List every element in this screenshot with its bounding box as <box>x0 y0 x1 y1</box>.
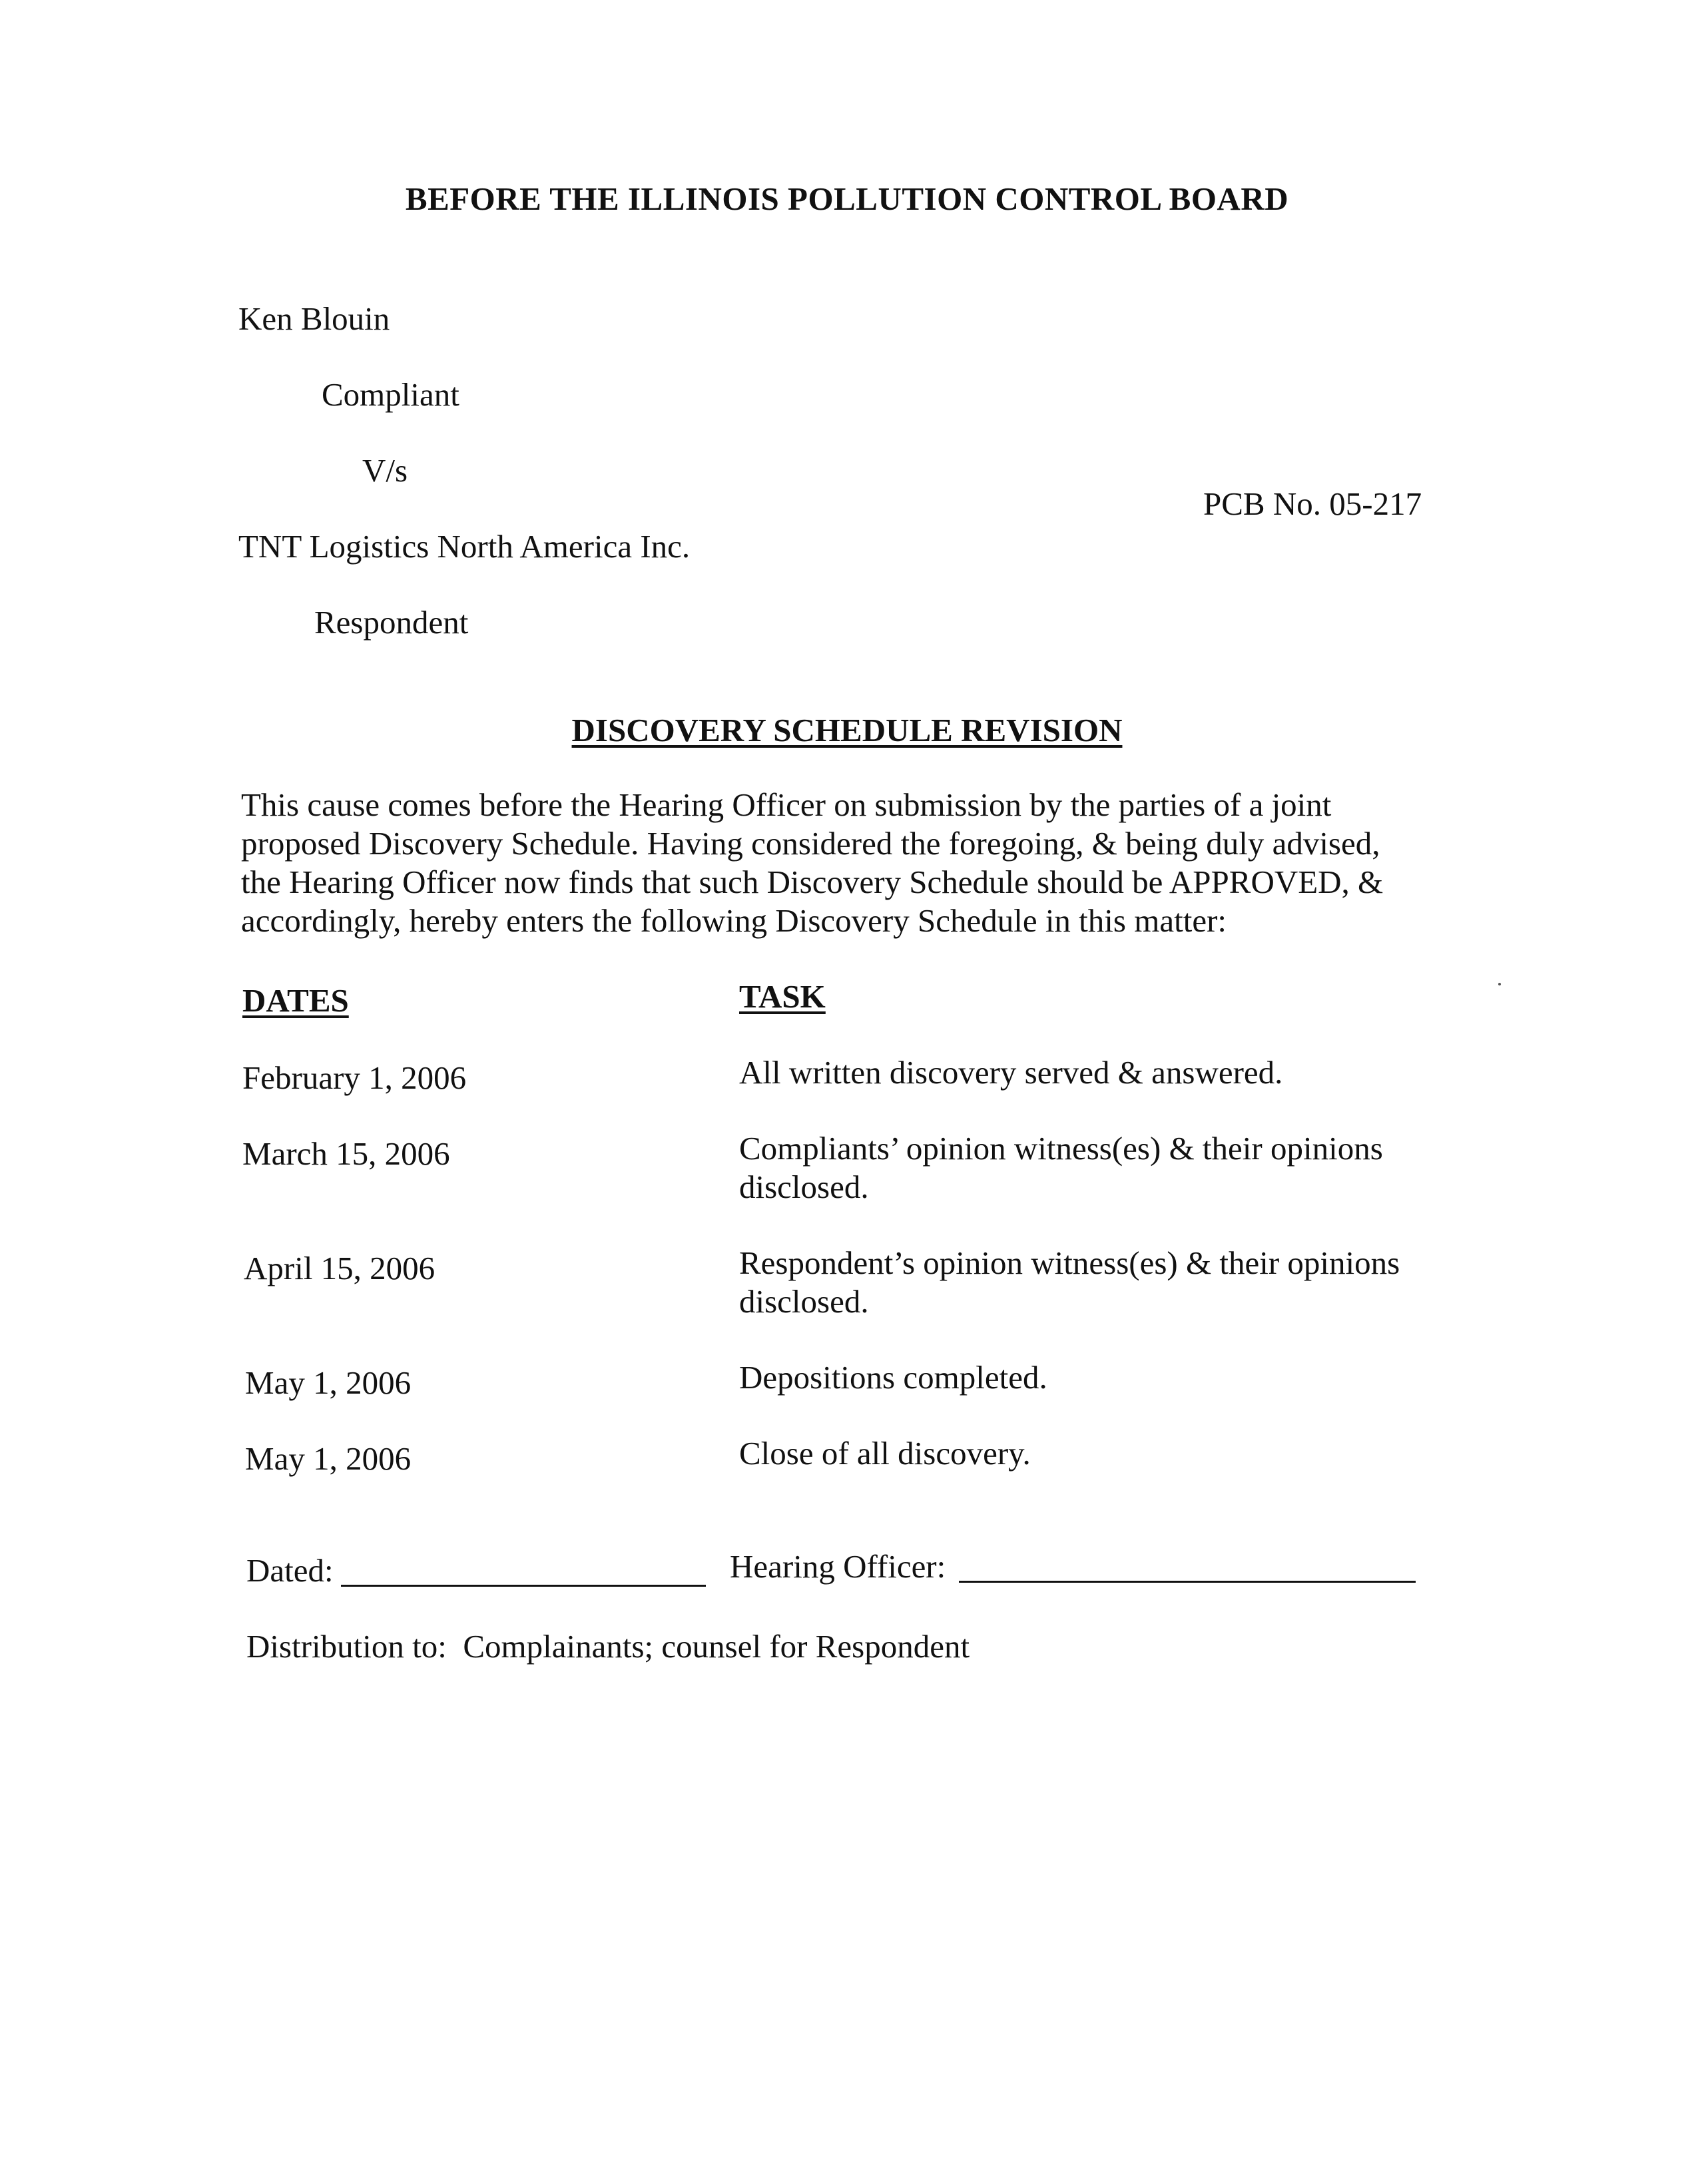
scan-speck <box>1498 983 1501 985</box>
task-line: disclosed. <box>739 1283 869 1320</box>
task-line: Compliants’ opinion witness(es) & their opinions <box>739 1130 1383 1167</box>
case-number: PCB No. 05-217 <box>1203 485 1422 522</box>
distribution-label: Distribution to: <box>246 1628 447 1665</box>
row-date: May 1, 2006 <box>245 1440 412 1477</box>
respondent-role: Respondent <box>314 604 469 641</box>
body-line: accordingly, hereby enters the following Discovery Schedule in this matter: <box>241 902 1227 939</box>
task-line: disclosed. <box>739 1169 869 1205</box>
complainant-name: Ken Blouin <box>238 300 390 337</box>
body-line: This cause comes before the Hearing Officer on submission by the parties of a joint <box>241 786 1332 823</box>
dated-signature-line <box>341 1585 706 1587</box>
row-task <box>739 1053 1282 1092</box>
row-date: February 1, 2006 <box>242 1059 467 1096</box>
row-task <box>739 1244 1400 1321</box>
task-line: All written discovery served & answered. <box>739 1054 1283 1091</box>
respondent-name: TNT Logistics North America Inc. <box>238 528 691 565</box>
order-title: DISCOVERY SCHEDULE REVISION <box>571 712 1123 748</box>
row-task <box>739 1129 1383 1207</box>
complainant-role: Compliant <box>322 376 459 413</box>
dates-column-header: DATES <box>242 982 349 1019</box>
page-title: BEFORE THE ILLINOIS POLLUTION CONTROL BOARD <box>405 180 1289 217</box>
row-date: April 15, 2006 <box>244 1250 435 1286</box>
row-task <box>739 1358 1047 1397</box>
task-column-header: TASK <box>739 978 826 1015</box>
dated-label: Dated: <box>246 1552 334 1589</box>
body-line: the Hearing Officer now finds that such Discovery Schedule should be APPROVED, & <box>241 864 1384 900</box>
row-task <box>739 1434 1031 1473</box>
order-body-paragraph <box>241 786 1493 940</box>
row-date: May 1, 2006 <box>245 1364 412 1401</box>
task-line: Respondent’s opinion witness(es) & their opinions <box>739 1244 1400 1281</box>
distribution-line <box>246 1627 970 1665</box>
task-line: Close of all discovery. <box>739 1435 1031 1472</box>
versus-label: V/s <box>362 452 408 489</box>
distribution-recipients: Complainants; counsel for Respondent <box>463 1628 970 1665</box>
hearing-officer-signature-line <box>959 1581 1416 1583</box>
hearing-officer-label: Hearing Officer: <box>730 1548 946 1585</box>
body-line: proposed Discovery Schedule. Having considered the foregoing, & being duly advised, <box>241 825 1380 862</box>
task-line: Depositions completed. <box>739 1359 1047 1396</box>
row-date: March 15, 2006 <box>242 1135 450 1172</box>
